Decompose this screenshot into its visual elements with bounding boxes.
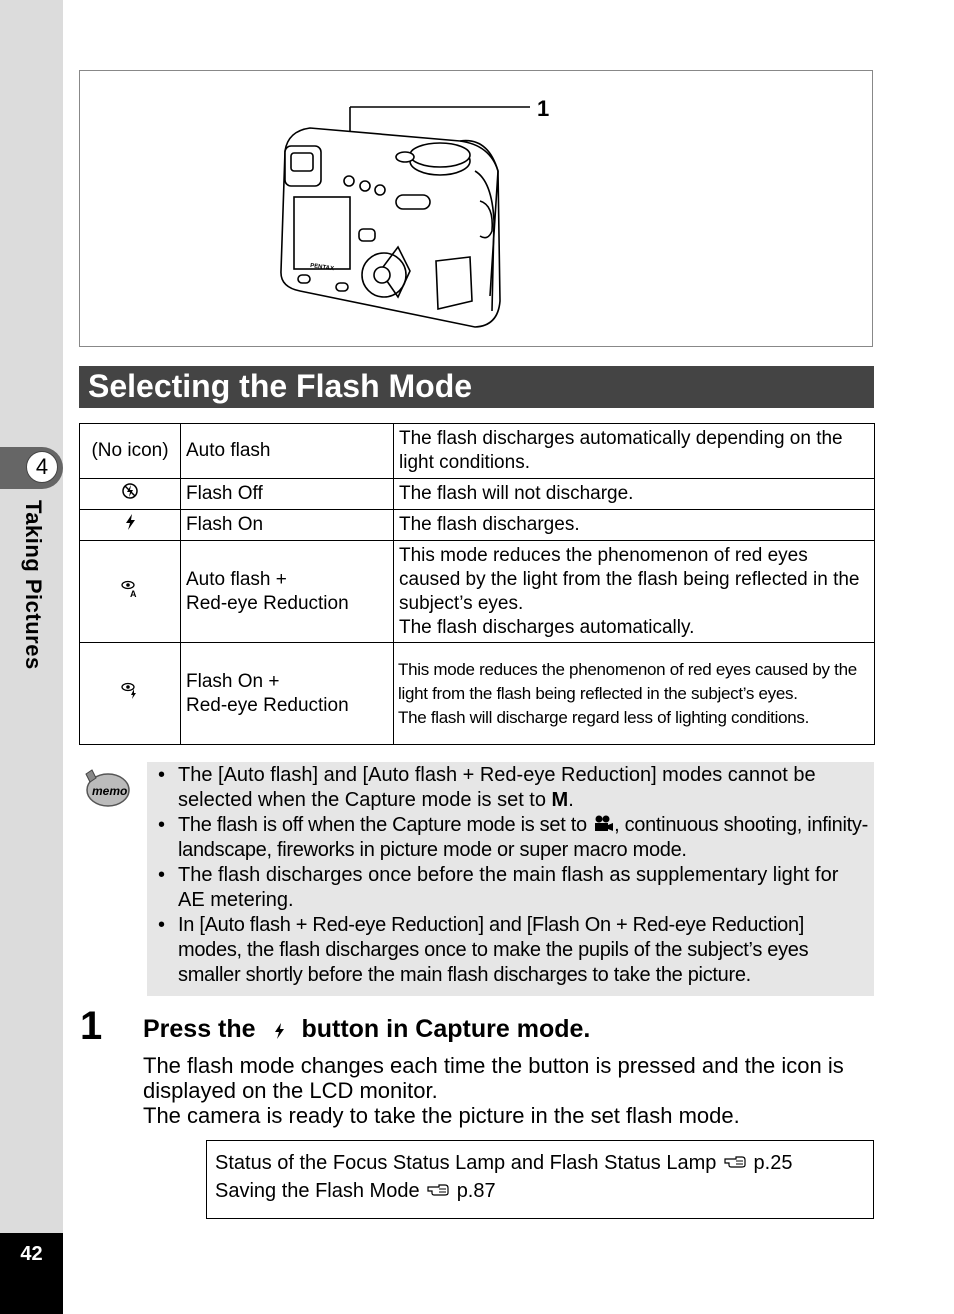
flash-off-icon xyxy=(121,482,139,500)
mode-description xyxy=(394,643,875,745)
list-item: • The flash discharges once before the main flash as supplementary light for AE metering. xyxy=(147,863,868,913)
table-row xyxy=(80,510,875,541)
memo-text: . xyxy=(568,789,574,811)
mode-name xyxy=(181,541,394,643)
memo-text: , continuous shooting, infinity-landscape, fireworks in picture mode or super macro mode. xyxy=(178,814,868,861)
flash-on-icon xyxy=(124,513,136,531)
mode-description-line: This mode reduces the phenomenon of red eyes caused by the light from the flash being reflected in the subject’s eyes. xyxy=(398,659,857,703)
mode-icon-cell xyxy=(80,643,181,745)
mode-description: The flash discharges. xyxy=(394,510,875,541)
mode-description-line: The flash will discharge regard less of lighting conditions. xyxy=(398,707,810,727)
mode-name-line: Red-eye Reduction xyxy=(186,592,349,614)
reference-line xyxy=(215,1149,865,1177)
reference-box xyxy=(206,1140,874,1219)
table-row xyxy=(80,424,875,479)
mode-icon-cell xyxy=(80,510,181,541)
reference-text: Saving the Flash Mode xyxy=(215,1180,420,1202)
chapter-title: Taking Pictures xyxy=(21,500,46,670)
mode-description xyxy=(394,541,875,643)
flash-mode-table xyxy=(79,423,875,745)
step-title-text: Press the xyxy=(143,1015,256,1043)
step-title xyxy=(143,1013,590,1045)
memo-list xyxy=(147,762,874,988)
red-eye-flash-on-icon xyxy=(121,680,139,700)
list-item xyxy=(147,763,868,813)
memo-icon-label: memo xyxy=(92,784,128,798)
page-number: 42 xyxy=(20,1243,43,1265)
mode-name: Auto flash xyxy=(181,424,394,479)
capture-mode-m-icon: M xyxy=(551,789,569,811)
svg-text:A: A xyxy=(130,589,137,598)
mode-icon-cell: (No icon) xyxy=(80,424,181,479)
memo-text: The [Auto flash] and [Auto flash + Red-eye Reduction] modes cannot be selected when the Capture mode is set to xyxy=(178,764,816,811)
table-row xyxy=(80,541,875,643)
mode-description: The flash will not discharge. xyxy=(394,479,875,510)
camera-illustration xyxy=(80,71,872,346)
step-number: 1 xyxy=(80,1004,103,1048)
mode-name-line: Red-eye Reduction xyxy=(186,694,349,716)
flash-button-icon xyxy=(273,1022,285,1040)
list-item: • In [Auto flash + Red-eye Reduction] and [Flash On + Red-eye Reduction] modes, the flash discharges once to make the pupils of the subject’s eyes smaller shortly before the main flash discharges to take the picture. xyxy=(147,913,868,988)
mode-name: Flash Off xyxy=(181,479,394,510)
mode-name xyxy=(181,643,394,745)
memo-box xyxy=(147,762,874,996)
mode-icon-cell xyxy=(80,541,181,643)
step-body xyxy=(143,1053,875,1128)
reference-page-link[interactable]: p.25 xyxy=(753,1152,793,1174)
camera-figure-box xyxy=(79,70,873,347)
list-item xyxy=(147,813,868,863)
step-title-text: button in Capture mode. xyxy=(301,1015,591,1043)
pointing-hand-icon xyxy=(427,1184,449,1196)
section-title: Selecting the Flash Mode xyxy=(88,368,473,404)
memo-icon xyxy=(82,766,130,808)
red-eye-auto-icon xyxy=(121,578,139,598)
pointing-hand-icon xyxy=(724,1156,746,1168)
reference-page-link[interactable]: p.87 xyxy=(456,1180,496,1202)
mode-description: The flash discharges automatically depending on the light conditions. xyxy=(394,424,875,479)
table-row xyxy=(80,643,875,745)
reference-line xyxy=(215,1177,865,1205)
step-body-text: The flash mode changes each time the button is pressed and the icon is displayed on the LCD monitor. xyxy=(143,1053,844,1103)
chapter-number: 4 xyxy=(26,451,58,483)
mode-icon-cell xyxy=(80,479,181,510)
camera-brand-text: PENTAX xyxy=(309,263,335,273)
mode-name-line: Auto flash + xyxy=(186,568,287,590)
movie-camera-icon xyxy=(592,815,614,833)
mode-description-line: This mode reduces the phenomenon of red eyes caused by the light from the flash being reflected in the subject’s eyes. xyxy=(399,544,860,614)
step-body-text: The camera is ready to take the picture in the set flash mode. xyxy=(143,1103,740,1128)
section-title-bar xyxy=(79,366,874,408)
mode-name-line: Flash On + xyxy=(186,670,280,692)
memo-text: The flash is off when the Capture mode is set to xyxy=(178,814,593,836)
figure-callout-1: 1 xyxy=(537,96,550,121)
mode-description-line: The flash discharges automatically. xyxy=(399,616,695,638)
reference-text: Status of the Focus Status Lamp and Flash Status Lamp xyxy=(215,1152,717,1174)
mode-name: Flash On xyxy=(181,510,394,541)
table-row xyxy=(80,479,875,510)
